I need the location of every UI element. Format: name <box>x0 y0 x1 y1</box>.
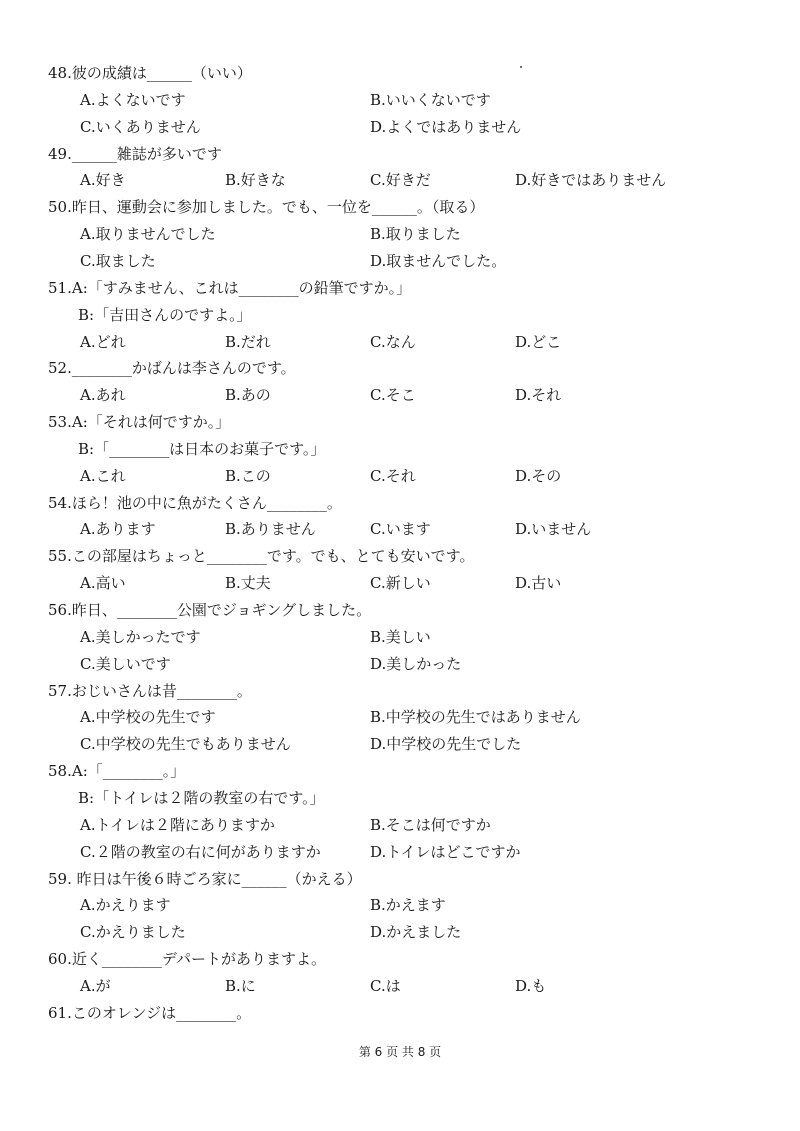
answer-option: A.これ <box>80 466 126 485</box>
options-row <box>0 221 800 247</box>
question-stem: 55.この部屋はちょっと________です。でも、とても安いです。 <box>48 547 475 566</box>
answer-option: B.かえます <box>370 896 446 915</box>
question-stem: 54.ほら！池の中に魚がたくさん________。 <box>48 493 342 512</box>
answer-option: B.そこは何ですか <box>370 815 491 834</box>
answer-option: C.中学校の先生でもありません <box>80 735 291 754</box>
answer-option: B.だれ <box>225 332 271 351</box>
answer-option: D.かえました <box>370 923 462 942</box>
answer-option: D.よくではありません <box>370 117 522 136</box>
options-row <box>0 704 800 730</box>
answer-option: B.に <box>225 976 256 995</box>
question-stem: 56.昨日、________公園でジョギングしました。 <box>48 601 372 619</box>
answer-option: B.ありません <box>225 520 316 539</box>
answer-option: C.２階の教室の右に何がありますか <box>80 842 321 861</box>
options-row <box>0 624 800 650</box>
answer-option: C.います <box>370 520 431 539</box>
answer-option: D.も <box>515 976 547 995</box>
answer-option: C.美しいです <box>80 654 171 673</box>
answer-option: C.は <box>370 976 401 995</box>
question-stem: 57.おじいさんは昔________。 <box>48 681 252 700</box>
answer-option: B.この <box>225 466 271 485</box>
options-row <box>0 248 800 274</box>
answer-option: B.好きな <box>225 171 286 190</box>
answer-option: A.どれ <box>80 332 126 351</box>
answer-option: C.かえりました <box>80 923 186 942</box>
question-stem: 50.昨日、運動会に参加しました。でも、一位を______。（取る） <box>48 198 485 217</box>
options-row <box>0 731 800 757</box>
answer-option: C.なん <box>370 332 416 351</box>
answer-option: D.いません <box>515 520 592 539</box>
page-footer: 第 6 页 共 8 页 <box>358 1045 442 1059</box>
options-row <box>0 973 800 999</box>
options-row <box>0 570 800 596</box>
answer-option: A.中学校の先生です <box>80 708 216 727</box>
answer-option: D.その <box>515 466 562 485</box>
answer-option: C.新しい <box>370 574 431 593</box>
answer-option: A.あれ <box>80 386 126 405</box>
answer-option: B.取りました <box>370 225 461 244</box>
answer-option: A.好き <box>80 171 126 190</box>
question-stem: 52.________かばんは李さんのです。 <box>48 359 296 378</box>
answer-option: C.そこ <box>370 386 416 405</box>
options-row <box>0 892 800 918</box>
answer-option: A.が <box>80 976 111 995</box>
question-stem: 59. 昨日は午後６時ごろ家に______（かえる） <box>48 869 362 888</box>
answer-option: A.美しかったです <box>80 627 201 646</box>
answer-option: C.好きだ <box>370 171 431 190</box>
options-row <box>0 651 800 677</box>
answer-option: D.それ <box>515 386 562 405</box>
options-row <box>0 919 800 945</box>
answer-option: B.あの <box>225 386 271 405</box>
question-stem: 58.A:「________。」 <box>48 762 186 781</box>
question-stem: 51.A:「すみません、これは________の鉛筆ですか。」 <box>48 278 412 297</box>
answer-option: D.好きではありません <box>515 171 667 190</box>
options-row <box>0 382 800 408</box>
question-stem: 49.______雑誌が多いです <box>48 144 222 163</box>
dialogue-line: B:「トイレは２階の教室の右です。」 <box>78 788 325 807</box>
answer-option: D.トイレはどこですか <box>370 842 521 861</box>
answer-option: B.中学校の先生ではありません <box>370 708 581 727</box>
options-row <box>0 114 800 140</box>
answer-option: B.美しい <box>370 627 431 646</box>
options-row <box>0 839 800 865</box>
answer-option: D.取ませんでした。 <box>370 251 507 270</box>
answer-option: D.古い <box>515 574 562 593</box>
answer-option: A.トイレは２階にありますか <box>80 815 275 834</box>
options-row <box>0 167 800 193</box>
dialogue-line: B:「________は日本のお菓子です。」 <box>78 439 326 458</box>
options-row <box>0 329 800 355</box>
options-row <box>0 516 800 542</box>
question-stem: 53.A:「それは何ですか。」 <box>48 413 231 432</box>
question-stem: 60.近く________デパートがありますよ。 <box>48 950 326 969</box>
answer-option: B.いいくないです <box>370 90 491 109</box>
answer-option: C.それ <box>370 466 416 485</box>
question-stem: 61.このオレンジは________。 <box>48 1003 252 1022</box>
options-row <box>0 463 800 489</box>
answer-option: A.かえります <box>80 896 171 915</box>
answer-option: D.美しかった <box>370 654 462 673</box>
answer-option: A.取りませんでした <box>80 225 216 244</box>
answer-option: A.よくないです <box>80 90 186 109</box>
answer-option: C.いくありません <box>80 117 201 136</box>
speck-mark <box>520 66 522 68</box>
dialogue-line: B:「吉田さんのですよ。」 <box>78 305 252 324</box>
answer-option: A.あります <box>80 520 156 539</box>
question-stem: 48.彼の成績は______（いい） <box>48 64 252 82</box>
options-row <box>0 87 800 113</box>
answer-option: B.丈夫 <box>225 574 271 593</box>
options-row <box>0 812 800 838</box>
answer-option: D.どこ <box>515 332 562 351</box>
answer-option: D.中学校の先生でした <box>370 735 522 754</box>
answer-option: C.取ました <box>80 251 156 270</box>
answer-option: A.高い <box>80 574 126 593</box>
